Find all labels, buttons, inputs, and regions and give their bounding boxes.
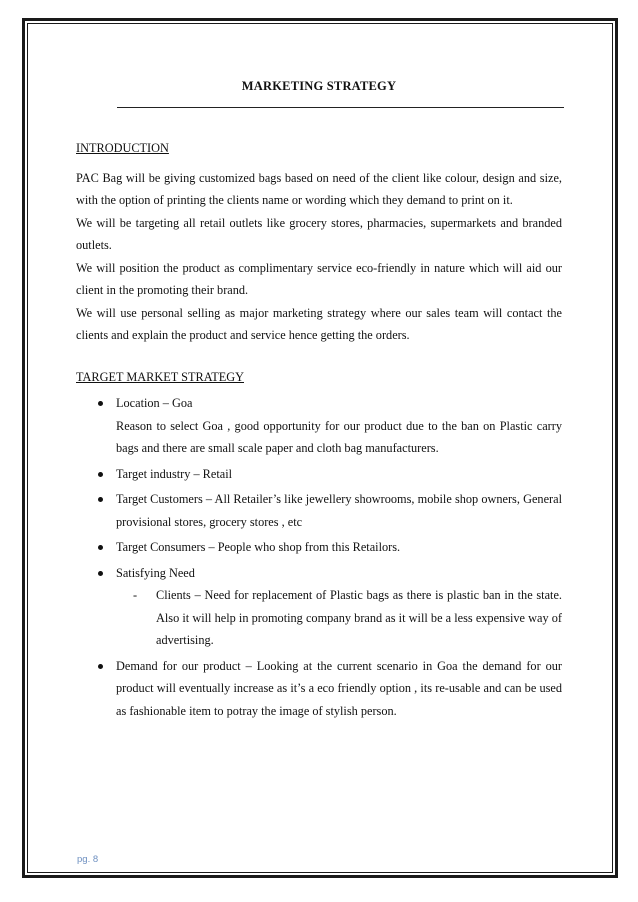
- list-item-detail: Reason to select Goa , good opportunity for our product due to the ban on Plastic carry bags and there are small scale paper and cloth bag manufacturers.: [116, 418, 562, 455]
- dash-bullet-icon: -: [133, 588, 138, 602]
- bullet-icon: [98, 472, 103, 477]
- intro-paragraph-3: We will position the product as complimentary service eco-friendly in nature which will aid our client in the promoting their brand.: [76, 260, 562, 297]
- list-item-label: Location – Goa: [116, 396, 193, 410]
- list-item-demand: [76, 655, 562, 723]
- list-item-label: Target Customers – All Retailer’s like jewellery showrooms, mobile shop owners, General provisional stores, grocery stores , etc: [116, 492, 562, 529]
- list-item-consumers: [76, 536, 562, 559]
- sub-item-text: Clients – Need for replacement of Plastic bags as there is plastic ban in the state. Also it will help in promoting company brand as it will be a less expensive way of advertising.: [156, 588, 562, 647]
- list-item-customers: [76, 488, 562, 533]
- intro-paragraph-4: We will use personal selling as major marketing strategy where our sales team will contact the clients and explain the product and service hence getting the orders.: [76, 305, 562, 342]
- list-item-label: Satisfying Need: [116, 565, 195, 580]
- intro-paragraph-1: PAC Bag will be giving customized bags based on need of the client like colour, design and size, with the option of printing the clients name or wording which they demand to print on it.: [76, 170, 562, 207]
- target-market-list: [76, 392, 562, 722]
- bullet-icon: [98, 571, 103, 576]
- list-item-industry: [76, 463, 562, 486]
- satisfying-need-sublist: [116, 584, 562, 652]
- list-item-location: [76, 392, 562, 460]
- list-item-label: Target industry – Retail: [116, 466, 233, 481]
- page-title: MARKETING STRATEGY: [241, 79, 397, 93]
- sub-item-clients: [116, 584, 562, 652]
- bullet-icon: [98, 497, 103, 502]
- list-item-satisfying-need: [76, 562, 562, 652]
- bullet-icon: [98, 401, 103, 406]
- list-item-label: Target Consumers – People who shop from this Retailors.: [116, 540, 401, 554]
- intro-paragraph-2: We will be targeting all retail outlets like grocery stores, pharmacies, supermarkets and branded outlets.: [76, 215, 562, 252]
- document-body: [76, 137, 562, 725]
- target-market-heading: TARGET MARKET STRATEGY: [76, 369, 244, 384]
- list-item-label: Demand for our product – Looking at the current scenario in Goa the demand for our product will eventually increase as it’s a eco friendly option , its re-usable and can be used as fashionable item to potray the image of stylish person.: [116, 658, 562, 718]
- page-number: pg. 8: [77, 854, 99, 865]
- bullet-icon: [98, 545, 103, 550]
- introduction-heading: INTRODUCTION: [76, 141, 169, 155]
- bullet-icon: [98, 664, 103, 669]
- title-underline-rule: [117, 107, 564, 108]
